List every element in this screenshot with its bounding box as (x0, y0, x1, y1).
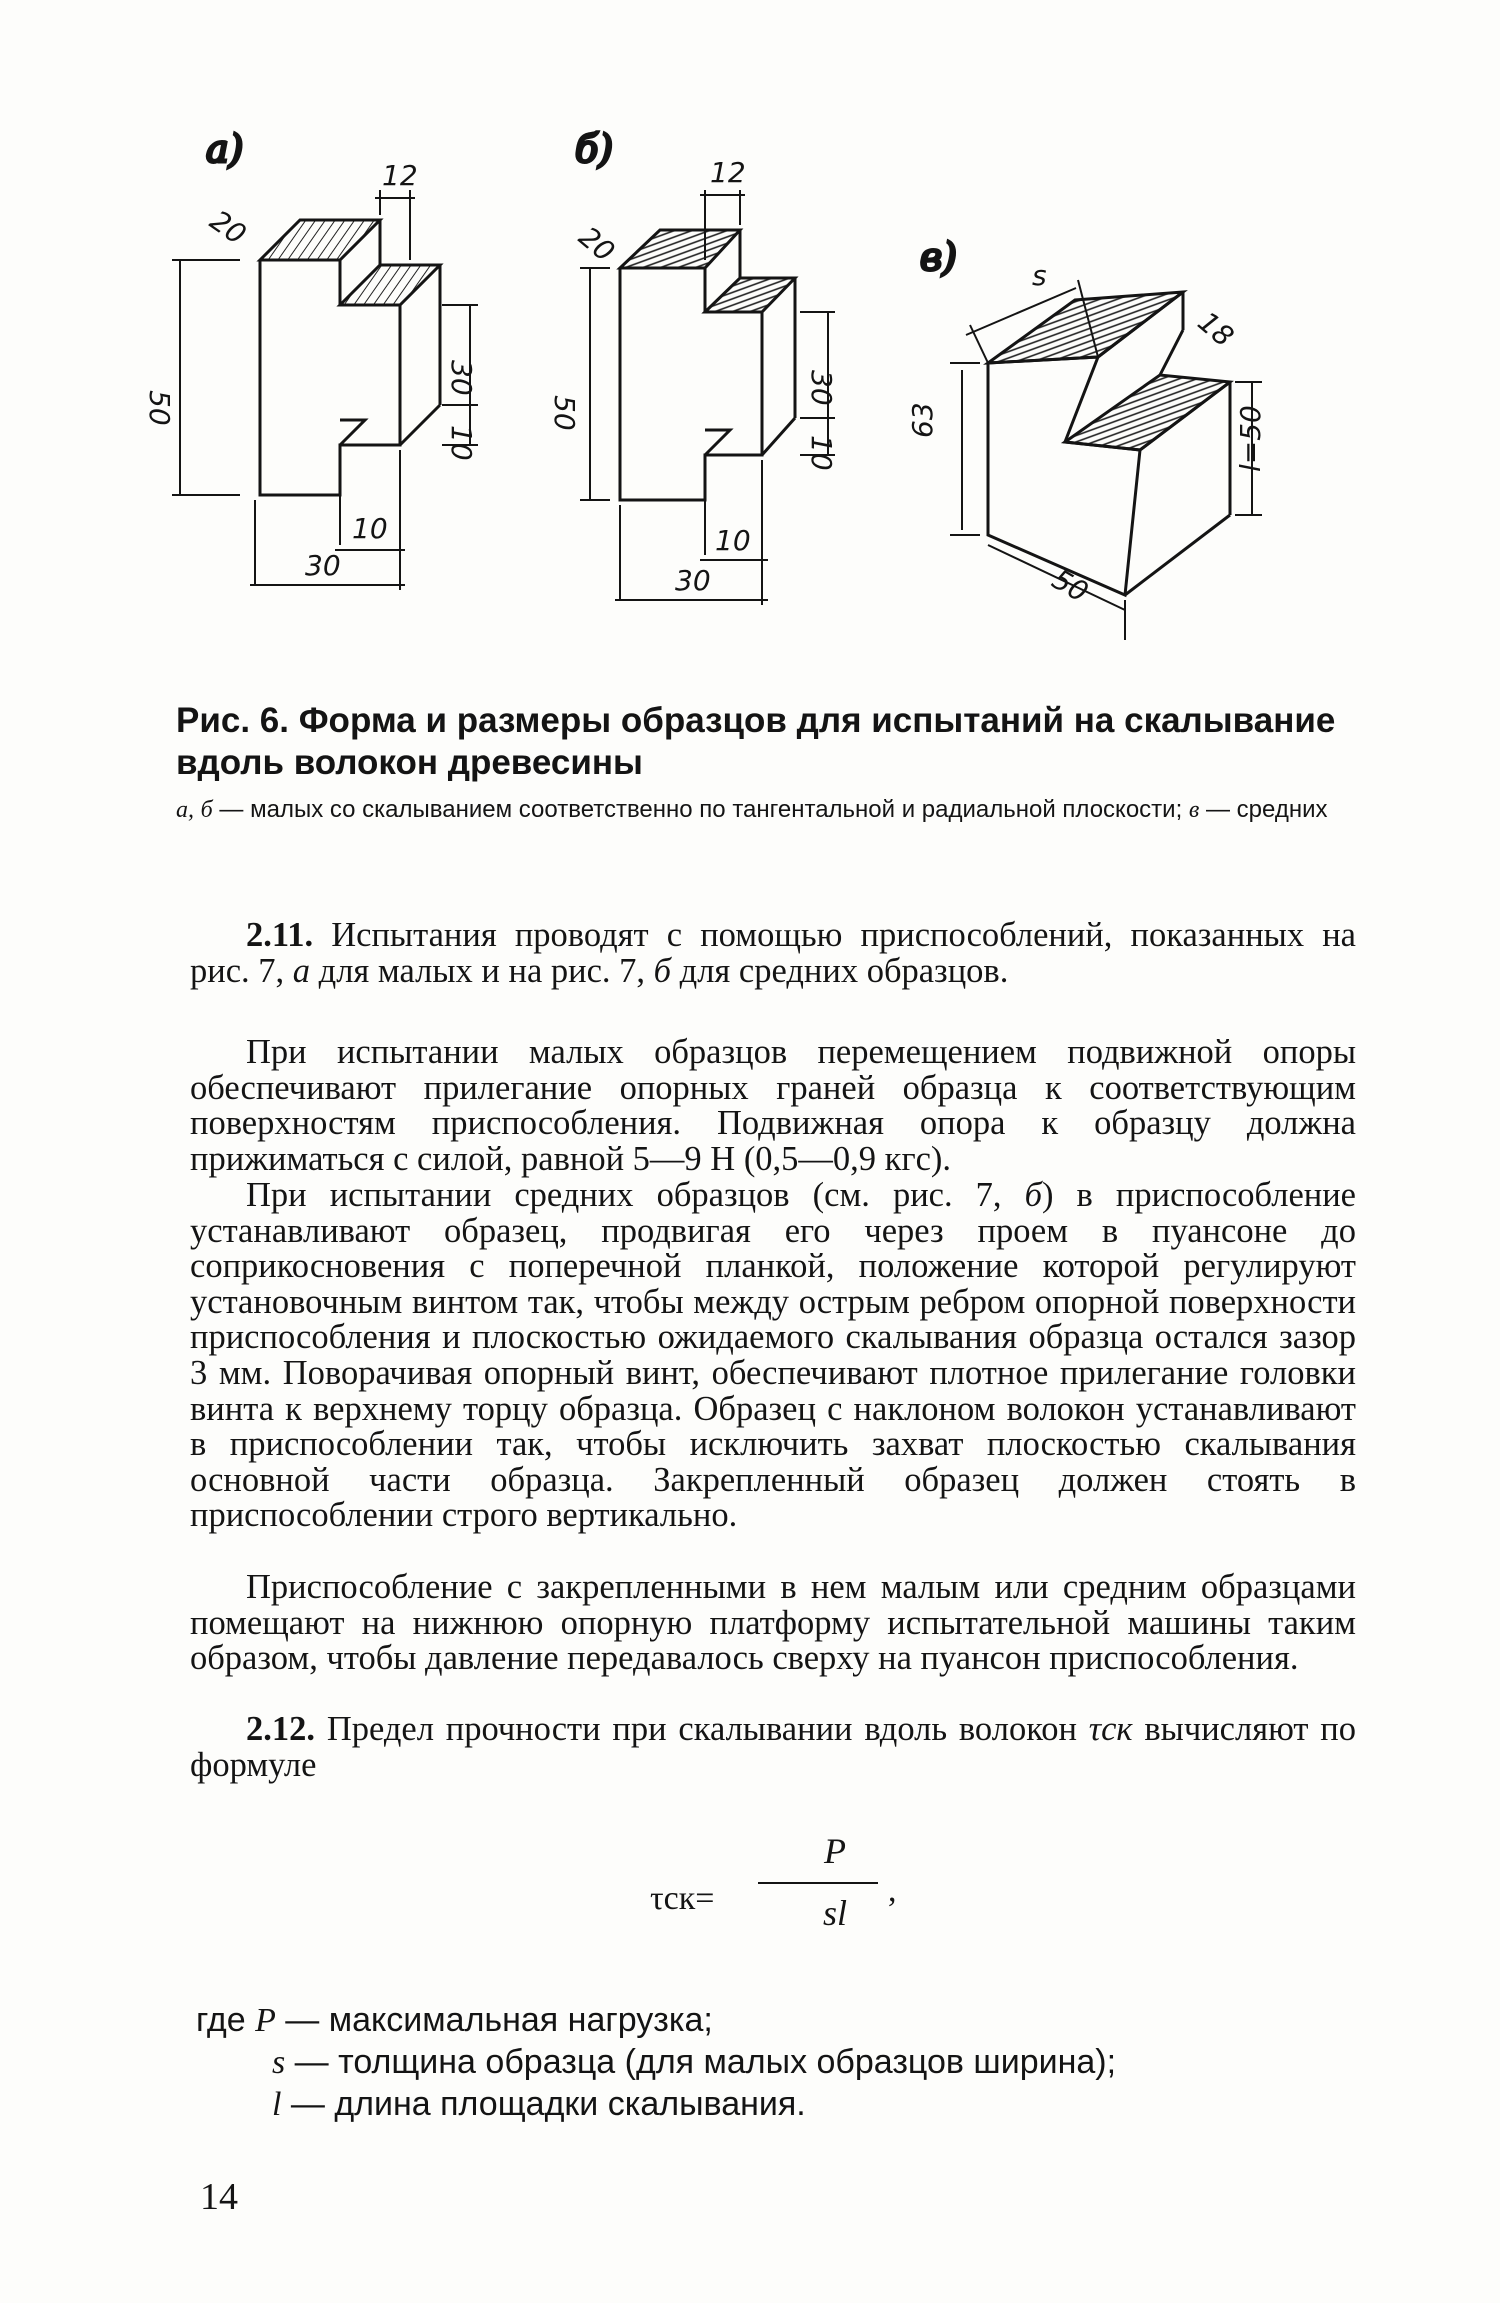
paragraph-2-11-text-c: для средних образцов. (671, 951, 1009, 990)
panel-b-drawing (572, 127, 835, 605)
legend-symbol-p: P (255, 2002, 276, 2039)
formula-lhs: τск= (650, 1880, 715, 1917)
paragraph-device-placement: Приспособление с закрепленными в нем малым или средним образцами помещают на нижнюю опорную платформу испытательной машины таким образом, чтобы давление передавалось сверху на пуансон приспособления. (190, 1568, 1356, 1678)
paragraph-2-12-text-a: Предел прочности при скалывании вдоль волокон (315, 1710, 1089, 1748)
paragraph-medium-text-b: ) в приспособление устанавливают образец, продвигая его через проем в пуансоне до соприкосновения с поперечной планкой, положение которой регулируют установочным винтом так, чтобы между острым ребром опорной поверхности приспособления и плоскостью ожидаемого скалывания образца остался зазор 3 мм. Поворачивая опорный винт, обеспечивают плотное прилегание головки винта к верхнему торцу образца. Образец с наклоном волокон устанавливают в приспособлении так, чтобы исключить захват плоскостью скалывания основной части образца. Закрепленный образец должен стоять в приспособлении строго вертикально. (190, 1176, 1356, 1535)
panel-b-dim-top: 12 (710, 156, 746, 189)
paragraph-2-11-ref-a: а (292, 951, 311, 990)
panel-b-dim-bottom-step: 10 (715, 524, 751, 557)
section-number-2-11: 2.11. (246, 916, 314, 954)
paragraph-2-11-ref-b: б (653, 951, 672, 990)
paragraph-2-11-text-a: Испытания проводят с помощью приспособлений, показанных на рис. 7, (190, 916, 1356, 990)
figure-caption-title: Рис. 6. Форма и размеры образцов для испытаний на скалывание вдоль волокон древесины (176, 701, 1336, 782)
caption-letter-b: б (200, 797, 213, 823)
panel-c-dim-s: s (1032, 259, 1047, 292)
legend-text-s: — толщина образца (для малых образцов ширина); (285, 2043, 1117, 2081)
panel-c-dim-width: 50 (1046, 562, 1094, 609)
panel-b-dim-height: 50 (548, 395, 581, 431)
panel-c-dim-step: 18 (1191, 305, 1241, 354)
caption-text-2: — средних (1206, 796, 1328, 823)
legend-symbol-s: s (272, 2044, 286, 2081)
paragraph-2-12-text-b: вычисляют по формуле (190, 1710, 1356, 1784)
caption-letter-a: а, (176, 797, 194, 823)
panel-a-dim-bottom-step: 10 (352, 512, 388, 545)
legend-row-p (196, 2000, 713, 2041)
formula-comma: , (888, 1872, 897, 1909)
paragraph-medium-samples (190, 1178, 1356, 1534)
panel-a-dim-top: 12 (382, 159, 418, 192)
panel-a-dim-depth: 20 (203, 203, 253, 252)
panel-a-label: а) (206, 127, 244, 171)
caption-letter-c: в (1188, 797, 1200, 823)
paragraph-small-samples: При испытании малых образцов перемещением подвижной опоры обеспечивают прилегание опорных граней образца к соответствующим поверхностям приспособления. Подвижная опора к образцу должна прижиматься с силой, равной 5—9 Н (0,5—0,9 кгс). (190, 1033, 1356, 1178)
panel-a-dim-height: 50 (143, 390, 176, 426)
panel-c-dim-length: l=50 (1234, 405, 1267, 472)
section-number-2-12: 2.12. (246, 1710, 315, 1748)
paragraph-2-11-text-b: для малых и на рис. 7, (310, 951, 654, 990)
paragraph-2-12-symbol: τск (1088, 1710, 1133, 1748)
panel-b-label: б) (575, 127, 614, 171)
panel-b-dim-depth: 20 (572, 220, 622, 269)
panel-b-dim-bottom-width: 30 (675, 564, 711, 597)
figure-6 (143, 120, 1360, 680)
legend-lead: где (196, 2001, 256, 2039)
figure-drawings (143, 120, 1360, 680)
panel-b-dim-lower: 10 (805, 435, 838, 471)
panel-a-dim-lower: 10 (445, 425, 478, 461)
panel-b-dim-right-height: 30 (805, 370, 838, 406)
page-number: 14 (200, 2176, 238, 2218)
formula-denominator: sl (822, 1893, 847, 1933)
paragraph-medium-ref-b: б (1024, 1176, 1042, 1214)
panel-c-label: в) (920, 235, 957, 279)
formula-numerator: P (824, 1831, 846, 1871)
figure-caption-subtitle (176, 795, 1336, 825)
legend-row-s (272, 2042, 1116, 2083)
paragraph-2-11 (190, 918, 1356, 989)
paragraph-medium-text-a: При испытании средних образцов (см. рис. 7, (246, 1176, 1025, 1214)
shear-strength-formula (650, 1830, 910, 1970)
panel-a-drawing (172, 127, 478, 590)
panel-a-dim-right-height: 30 (445, 360, 478, 396)
legend-text-p: — максимальная нагрузка; (275, 2001, 713, 2039)
legend-text-l: — длина площадки скалывания. (281, 2085, 806, 2123)
panel-c-dim-height: 63 (906, 402, 939, 438)
legend-symbol-l: l (272, 2086, 282, 2123)
formula-fraction-bar (758, 1882, 878, 1884)
caption-text-1: — малых со скалыванием соответственно по тангентальной и радиальной плоскости; (219, 796, 1183, 823)
legend-row-l (272, 2084, 806, 2125)
panel-a-dim-bottom-width: 30 (305, 549, 341, 582)
paragraph-2-12 (190, 1712, 1356, 1783)
